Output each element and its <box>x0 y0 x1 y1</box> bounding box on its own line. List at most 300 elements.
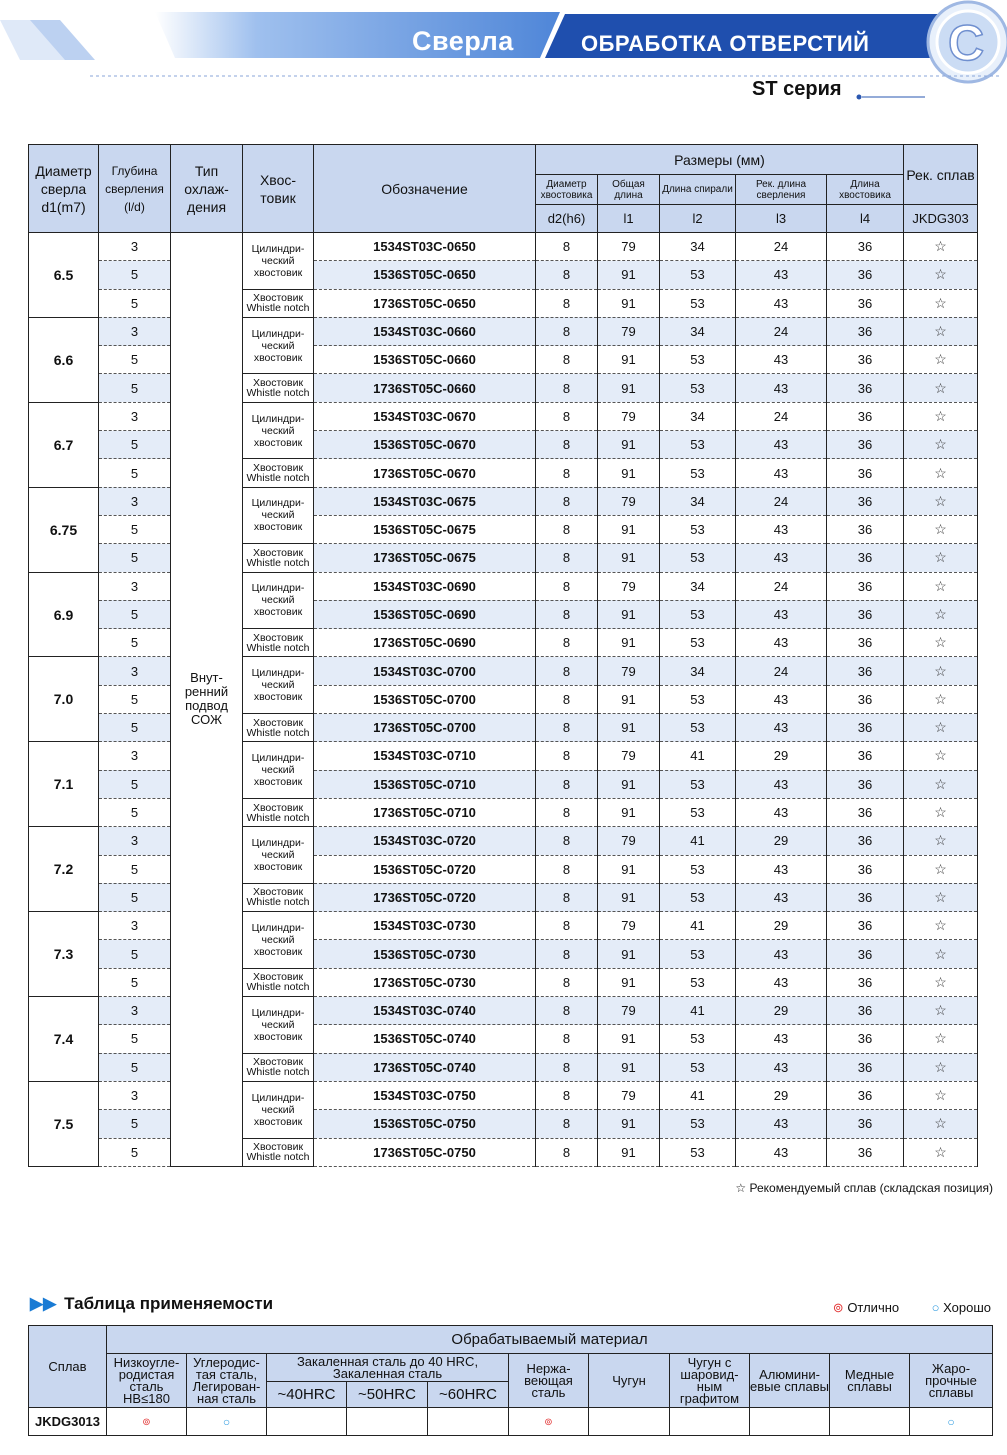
l3-cell: 43 <box>736 629 827 657</box>
header-alloy-code: JKDG303 <box>904 205 978 233</box>
star-icon: ☆ <box>934 294 947 311</box>
d2-cell: 8 <box>536 431 598 459</box>
shank-label: Хвостовик Whistle notch <box>246 716 310 739</box>
d2-cell: 8 <box>536 770 598 798</box>
alloy-cell <box>904 657 978 685</box>
diameter-cell: 6.75 <box>29 487 99 572</box>
header-l1-name: Общая длина <box>598 175 660 205</box>
shank-label: Хвостовик Whistle notch <box>246 801 310 824</box>
excellent-icon: ⊚ <box>544 1416 553 1428</box>
header-dimensions: Размеры (мм) <box>536 145 904 175</box>
designation-cell: 1534ST03C-0650 <box>314 233 536 261</box>
l3-cell: 43 <box>736 289 827 317</box>
header-l2: l2 <box>660 205 736 233</box>
diameter-cell: 6.6 <box>29 317 99 402</box>
d2-cell: 8 <box>536 1081 598 1109</box>
l4-cell: 36 <box>827 402 904 430</box>
l2-cell: 53 <box>660 431 736 459</box>
app-cell <box>107 1408 187 1436</box>
depth-cell: 3 <box>99 487 171 515</box>
l3-cell: 43 <box>736 459 827 487</box>
d2-cell: 8 <box>536 685 598 713</box>
star-icon: ☆ <box>934 747 947 764</box>
depth-cell: 3 <box>99 317 171 345</box>
shank-label: Хвостовик Whistle notch <box>246 971 310 994</box>
l4-cell: 36 <box>827 289 904 317</box>
star-icon: ☆ <box>934 379 947 396</box>
alloy-cell <box>904 968 978 996</box>
d2-cell: 8 <box>536 233 598 261</box>
designation-cell: 1736ST05C-0690 <box>314 629 536 657</box>
alloy-cell <box>904 431 978 459</box>
star-icon: ☆ <box>934 1058 947 1075</box>
alloy-cell <box>904 1138 978 1166</box>
designation-cell: 1534ST03C-0710 <box>314 742 536 770</box>
l2-cell: 53 <box>660 1138 736 1166</box>
designation-cell: 1534ST03C-0740 <box>314 997 536 1025</box>
l1-cell: 91 <box>598 374 660 402</box>
shank-label: Цилиндри-ческий хвостовик <box>251 837 305 874</box>
shank-cell-cylindrical <box>243 402 314 459</box>
depth-cell: 5 <box>99 798 171 826</box>
l1-cell: 91 <box>598 714 660 742</box>
shank-cell-cylindrical <box>243 657 314 714</box>
l1-cell: 91 <box>598 968 660 996</box>
app-col-9: Медные сплавы <box>830 1354 910 1408</box>
depth-cell: 5 <box>99 261 171 289</box>
l4-cell: 36 <box>827 346 904 374</box>
header-designation: Обозначение <box>314 145 536 233</box>
product-table <box>28 144 978 1167</box>
l1-cell: 91 <box>598 431 660 459</box>
alloy-cell <box>904 600 978 628</box>
d2-cell: 8 <box>536 544 598 572</box>
double-arrow-icon: ▶▶ <box>30 1294 57 1313</box>
designation-cell: 1536ST05C-0690 <box>314 600 536 628</box>
depth-cell: 5 <box>99 459 171 487</box>
header-l3-name: Рек. длина сверления <box>736 175 827 205</box>
d2-cell: 8 <box>536 374 598 402</box>
header-d2-name: Диаметр хвостовика <box>536 175 598 205</box>
star-icon: ☆ <box>934 1087 947 1104</box>
designation-cell: 1536ST05C-0740 <box>314 1025 536 1053</box>
l2-cell: 53 <box>660 685 736 713</box>
shank-label: Хвостовик Whistle notch <box>246 631 310 654</box>
star-icon: ☆ <box>934 238 947 255</box>
app-cell <box>670 1408 750 1436</box>
l1-cell: 79 <box>598 657 660 685</box>
designation-cell: 1736ST05C-0675 <box>314 544 536 572</box>
alloy-cell <box>904 374 978 402</box>
depth-cell: 3 <box>99 997 171 1025</box>
depth-cell: 5 <box>99 883 171 911</box>
depth-cell: 5 <box>99 770 171 798</box>
app-col-1: Углеродис-тая сталь, Легирован-ная сталь <box>187 1354 267 1408</box>
alloy-cell <box>904 289 978 317</box>
l3-cell: 43 <box>736 940 827 968</box>
l1-cell: 91 <box>598 1025 660 1053</box>
d2-cell: 8 <box>536 600 598 628</box>
l2-cell: 53 <box>660 629 736 657</box>
header-diameter: Диаметр сверла d1(m7) <box>29 145 99 233</box>
applicability-legend <box>833 1300 991 1316</box>
good-icon: ○ <box>947 1414 955 1429</box>
depth-cell: 3 <box>99 657 171 685</box>
l3-cell: 29 <box>736 827 827 855</box>
applicability-table <box>28 1325 993 1436</box>
designation-cell: 1534ST03C-0660 <box>314 317 536 345</box>
star-icon: ☆ <box>934 464 947 481</box>
designation-cell: 1534ST03C-0720 <box>314 827 536 855</box>
l4-cell: 36 <box>827 940 904 968</box>
l2-cell: 53 <box>660 1110 736 1138</box>
l2-cell: 41 <box>660 1081 736 1109</box>
l2-cell: 41 <box>660 912 736 940</box>
l2-cell: 53 <box>660 459 736 487</box>
app-col-3: ~50HRC <box>347 1382 428 1408</box>
diameter-cell: 7.4 <box>29 997 99 1082</box>
d2-cell: 8 <box>536 742 598 770</box>
app-row-jkdg3013 <box>29 1408 993 1436</box>
depth-cell: 3 <box>99 572 171 600</box>
designation-cell: 1736ST05C-0720 <box>314 883 536 911</box>
alloy-cell <box>904 883 978 911</box>
header-l2-name: Длина спирали <box>660 175 736 205</box>
l4-cell: 36 <box>827 912 904 940</box>
shank-cell-cylindrical <box>243 742 314 799</box>
d2-cell: 8 <box>536 402 598 430</box>
depth-cell: 5 <box>99 855 171 883</box>
diameter-cell: 7.1 <box>29 742 99 827</box>
shank-cell-whistle-notch <box>243 459 314 487</box>
depth-cell: 3 <box>99 402 171 430</box>
l1-cell: 91 <box>598 798 660 826</box>
l4-cell: 36 <box>827 629 904 657</box>
app-row-alloy: JKDG3013 <box>29 1408 107 1436</box>
designation-cell: 1736ST05C-0700 <box>314 714 536 742</box>
shank-label: Цилиндри-ческий хвостовик <box>251 327 305 364</box>
d2-cell: 8 <box>536 572 598 600</box>
shank-label: Хвостовик Whistle notch <box>246 462 310 485</box>
l4-cell: 36 <box>827 855 904 883</box>
alloy-cell <box>904 742 978 770</box>
header-d2: d2(h6) <box>536 205 598 233</box>
l2-cell: 53 <box>660 1025 736 1053</box>
d2-cell: 8 <box>536 1053 598 1081</box>
shank-cell-whistle-notch <box>243 629 314 657</box>
header-depth: Глубина сверления (l/d) <box>99 145 171 233</box>
depth-cell: 5 <box>99 600 171 628</box>
depth-cell: 5 <box>99 1053 171 1081</box>
l1-cell: 91 <box>598 770 660 798</box>
star-icon: ☆ <box>934 266 947 283</box>
l4-cell: 36 <box>827 487 904 515</box>
alloy-cell <box>904 459 978 487</box>
shank-label: Хвостовик Whistle notch <box>246 377 310 400</box>
star-icon: ☆ <box>934 690 947 707</box>
l3-cell: 43 <box>736 374 827 402</box>
app-col-8: Алюмини-евые сплавы <box>750 1354 830 1408</box>
l2-cell: 34 <box>660 487 736 515</box>
l3-cell: 43 <box>736 346 827 374</box>
shank-label: Хвостовик Whistle notch <box>246 546 310 569</box>
app-header-material: Обрабатываемый материал <box>107 1326 993 1354</box>
l3-cell: 43 <box>736 883 827 911</box>
l3-cell: 43 <box>736 1138 827 1166</box>
l2-cell: 53 <box>660 544 736 572</box>
shank-label: Цилиндри-ческий хвостовик <box>251 582 305 619</box>
l4-cell: 36 <box>827 685 904 713</box>
l3-cell: 29 <box>736 997 827 1025</box>
depth-cell: 5 <box>99 431 171 459</box>
header-alloy: Рек. сплав <box>904 145 978 205</box>
app-cell <box>428 1408 509 1436</box>
applicability-title <box>30 1294 273 1314</box>
designation-cell: 1534ST03C-0750 <box>314 1081 536 1109</box>
alloy-cell <box>904 317 978 345</box>
shank-label: Цилиндри-ческий хвостовик <box>251 497 305 534</box>
designation-cell: 1736ST05C-0730 <box>314 968 536 996</box>
depth-cell: 3 <box>99 912 171 940</box>
star-icon: ☆ <box>934 577 947 594</box>
star-icon: ☆ <box>934 1002 947 1019</box>
l2-cell: 53 <box>660 940 736 968</box>
l4-cell: 36 <box>827 233 904 261</box>
d2-cell: 8 <box>536 997 598 1025</box>
depth-cell: 3 <box>99 233 171 261</box>
l4-cell: 36 <box>827 515 904 543</box>
l3-cell: 43 <box>736 431 827 459</box>
depth-cell: 5 <box>99 1110 171 1138</box>
depth-cell: 5 <box>99 374 171 402</box>
l4-cell: 36 <box>827 657 904 685</box>
l4-cell: 36 <box>827 1025 904 1053</box>
d2-cell: 8 <box>536 1025 598 1053</box>
diameter-cell: 7.5 <box>29 1081 99 1166</box>
l3-cell: 29 <box>736 742 827 770</box>
l3-cell: 24 <box>736 657 827 685</box>
d2-cell: 8 <box>536 968 598 996</box>
l3-cell: 43 <box>736 798 827 826</box>
l4-cell: 36 <box>827 459 904 487</box>
app-header-hardened: Закаленная сталь до 40 HRC, Закаленная сталь <box>267 1354 509 1382</box>
alloy-cell <box>904 798 978 826</box>
l1-cell: 79 <box>598 742 660 770</box>
app-col-4: ~60HRC <box>428 1382 509 1408</box>
designation-cell: 1536ST05C-0700 <box>314 685 536 713</box>
star-icon: ☆ <box>934 407 947 424</box>
designation-cell: 1534ST03C-0730 <box>314 912 536 940</box>
l3-cell: 43 <box>736 1053 827 1081</box>
designation-cell: 1534ST03C-0675 <box>314 487 536 515</box>
l2-cell: 53 <box>660 798 736 826</box>
l2-cell: 53 <box>660 289 736 317</box>
l3-cell: 43 <box>736 1110 827 1138</box>
l4-cell: 36 <box>827 714 904 742</box>
d2-cell: 8 <box>536 657 598 685</box>
designation-cell: 1534ST03C-0670 <box>314 402 536 430</box>
d2-cell: 8 <box>536 289 598 317</box>
l1-cell: 91 <box>598 855 660 883</box>
star-icon: ☆ <box>934 323 947 340</box>
l4-cell: 36 <box>827 1053 904 1081</box>
l3-cell: 24 <box>736 402 827 430</box>
designation-cell: 1536ST05C-0750 <box>314 1110 536 1138</box>
star-icon: ☆ <box>934 945 947 962</box>
designation-cell: 1536ST05C-0650 <box>314 261 536 289</box>
l1-cell: 91 <box>598 1138 660 1166</box>
depth-cell: 5 <box>99 685 171 713</box>
alloy-cell <box>904 770 978 798</box>
shank-cell-whistle-notch <box>243 883 314 911</box>
l3-cell: 43 <box>736 515 827 543</box>
shank-cell-whistle-notch <box>243 544 314 572</box>
l2-cell: 34 <box>660 657 736 685</box>
l1-cell: 91 <box>598 1053 660 1081</box>
l2-cell: 53 <box>660 714 736 742</box>
star-icon: ☆ <box>934 917 947 934</box>
l3-cell: 43 <box>736 714 827 742</box>
shank-label: Цилиндри-ческий хвостовик <box>251 242 305 279</box>
shank-cell-cylindrical <box>243 912 314 969</box>
l4-cell: 36 <box>827 770 904 798</box>
section-title: Сверла <box>412 26 514 56</box>
good-icon: ○ <box>222 1414 231 1429</box>
l4-cell: 36 <box>827 572 904 600</box>
l4-cell: 36 <box>827 968 904 996</box>
alloy-cell <box>904 1081 978 1109</box>
l3-cell: 43 <box>736 544 827 572</box>
l3-cell: 24 <box>736 572 827 600</box>
shank-label: Хвостовик Whistle notch <box>246 886 310 909</box>
l2-cell: 41 <box>660 997 736 1025</box>
l1-cell: 79 <box>598 233 660 261</box>
l2-cell: 53 <box>660 261 736 289</box>
alloy-cell <box>904 261 978 289</box>
app-col-5: Нержа-веющая сталь <box>509 1354 589 1408</box>
l1-cell: 91 <box>598 346 660 374</box>
shank-cell-whistle-notch <box>243 1138 314 1166</box>
l2-cell: 53 <box>660 968 736 996</box>
l4-cell: 36 <box>827 374 904 402</box>
star-icon: ☆ <box>934 775 947 792</box>
star-icon: ☆ <box>934 973 947 990</box>
l1-cell: 91 <box>598 600 660 628</box>
series-title: ST серия <box>752 78 842 100</box>
star-icon: ☆ <box>934 662 947 679</box>
diameter-cell: 6.7 <box>29 402 99 487</box>
star-legend: ☆ Рекомендуемый сплав (складская позиция) <box>735 1181 993 1195</box>
depth-cell: 5 <box>99 968 171 996</box>
l4-cell: 36 <box>827 742 904 770</box>
d2-cell: 8 <box>536 1110 598 1138</box>
designation-cell: 1536ST05C-0670 <box>314 431 536 459</box>
designation-cell: 1536ST05C-0710 <box>314 770 536 798</box>
alloy-cell <box>904 714 978 742</box>
l4-cell: 36 <box>827 997 904 1025</box>
d2-cell: 8 <box>536 912 598 940</box>
header-cooling: Тип охлаж-дения <box>171 145 243 233</box>
l4-cell: 36 <box>827 827 904 855</box>
l3-cell: 29 <box>736 1081 827 1109</box>
designation-cell: 1536ST05C-0730 <box>314 940 536 968</box>
alloy-cell <box>904 515 978 543</box>
app-col-7: Чугун с шаровид-ным графитом <box>670 1354 750 1408</box>
l2-cell: 34 <box>660 572 736 600</box>
shank-cell-whistle-notch <box>243 1053 314 1081</box>
header-l3: l3 <box>736 205 827 233</box>
d2-cell: 8 <box>536 798 598 826</box>
l2-cell: 34 <box>660 317 736 345</box>
designation-cell: 1736ST05C-0710 <box>314 798 536 826</box>
app-cell <box>750 1408 830 1436</box>
d2-cell: 8 <box>536 261 598 289</box>
app-header-alloy: Сплав <box>29 1326 107 1408</box>
alloy-cell <box>904 940 978 968</box>
diameter-cell: 7.2 <box>29 827 99 912</box>
depth-cell: 5 <box>99 289 171 317</box>
shank-label: Цилиндри-ческий хвостовик <box>251 412 305 449</box>
d2-cell: 8 <box>536 629 598 657</box>
applicability-title-text: Таблица применяемости <box>64 1294 274 1313</box>
l1-cell: 91 <box>598 685 660 713</box>
l1-cell: 91 <box>598 289 660 317</box>
alloy-cell <box>904 855 978 883</box>
l3-cell: 43 <box>736 855 827 883</box>
l2-cell: 53 <box>660 770 736 798</box>
d2-cell: 8 <box>536 317 598 345</box>
l2-cell: 53 <box>660 346 736 374</box>
l2-cell: 41 <box>660 827 736 855</box>
depth-cell: 3 <box>99 1081 171 1109</box>
star-icon: ☆ <box>934 351 947 368</box>
star-icon: ☆ <box>934 549 947 566</box>
designation-cell: 1736ST05C-0750 <box>314 1138 536 1166</box>
d2-cell: 8 <box>536 855 598 883</box>
alloy-cell <box>904 402 978 430</box>
designation-cell: 1536ST05C-0720 <box>314 855 536 883</box>
shank-label: Цилиндри-ческий хвостовик <box>251 667 305 704</box>
l2-cell: 53 <box>660 515 736 543</box>
d2-cell: 8 <box>536 940 598 968</box>
d2-cell: 8 <box>536 487 598 515</box>
l3-cell: 24 <box>736 487 827 515</box>
depth-cell: 5 <box>99 629 171 657</box>
product-table-body <box>29 233 978 1167</box>
l1-cell: 79 <box>598 912 660 940</box>
l4-cell: 36 <box>827 261 904 289</box>
d2-cell: 8 <box>536 1138 598 1166</box>
shank-label: Хвостовик Whistle notch <box>246 292 310 315</box>
shank-cell-cylindrical <box>243 827 314 884</box>
alloy-cell <box>904 1110 978 1138</box>
app-col-0: Низкоугле-родистая сталь HB≤180 <box>107 1354 187 1408</box>
shank-cell-cylindrical <box>243 997 314 1054</box>
star-icon: ☆ <box>934 888 947 905</box>
depth-cell: 5 <box>99 515 171 543</box>
l3-cell: 43 <box>736 968 827 996</box>
app-col-6: Чугун <box>589 1354 670 1408</box>
depth-cell: 5 <box>99 1138 171 1166</box>
l2-cell: 53 <box>660 883 736 911</box>
designation-cell: 1736ST05C-0660 <box>314 374 536 402</box>
app-cell <box>830 1408 910 1436</box>
shank-cell-whistle-notch <box>243 714 314 742</box>
alloy-cell <box>904 544 978 572</box>
star-icon: ☆ <box>934 804 947 821</box>
l4-cell: 36 <box>827 600 904 628</box>
l1-cell: 91 <box>598 459 660 487</box>
